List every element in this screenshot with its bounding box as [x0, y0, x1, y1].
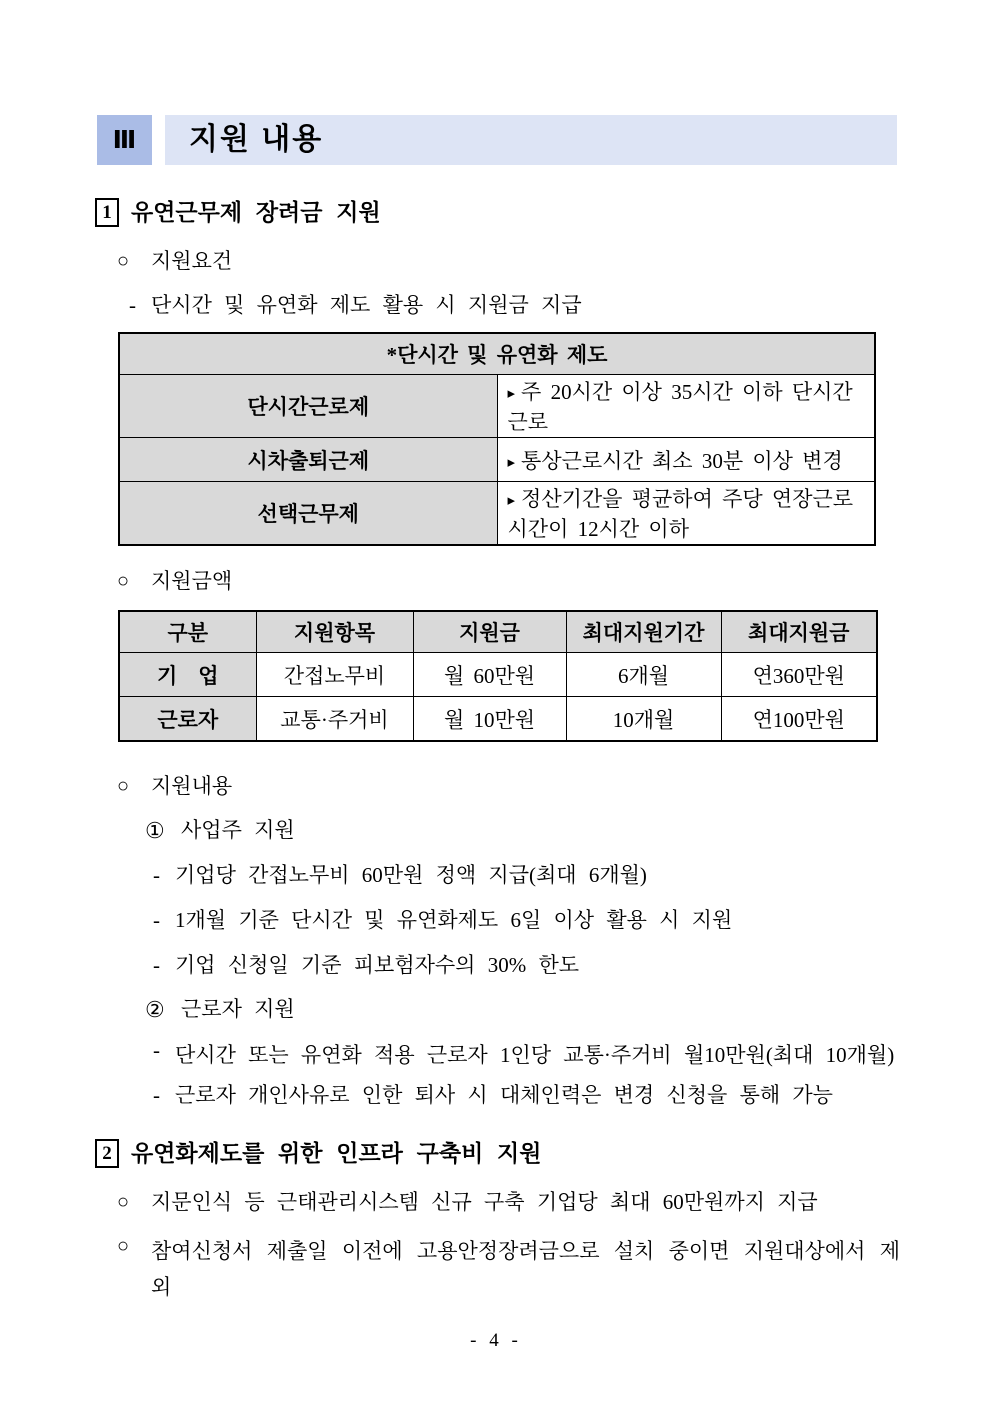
employer-item — [153, 907, 900, 934]
content-heading: 지원내용 — [151, 774, 233, 798]
dash-requirements-item — [129, 292, 992, 319]
dash-bullet-icon: - — [153, 1038, 160, 1062]
section2-bullet-text: 참여신청서 제출일 이전에 고용안정장려금으로 설치 중이면 지원대상에서 제외 — [151, 1239, 900, 1299]
page-title: 지원 내용 — [165, 115, 897, 165]
circle-bullet-icon: ○ — [117, 775, 130, 797]
banner-gap — [152, 115, 165, 165]
section2-title: 유연화제도를 위한 인프라 구축비 지원 — [131, 1140, 542, 1166]
employer-item — [153, 862, 900, 889]
section1-marker: 1 — [95, 198, 119, 227]
section2-bullet — [117, 1189, 900, 1216]
employer-item — [153, 952, 900, 979]
dash-bullet-icon: - — [153, 1083, 160, 1107]
table2-header-cell: 최대지원금 — [721, 611, 877, 653]
circle-bullet-icon: ○ — [117, 1235, 130, 1257]
table2-cell: 간접노무비 — [256, 653, 413, 697]
table2-row-label: 근로자 — [119, 697, 256, 742]
page-number: - 4 - — [470, 1330, 522, 1351]
bullet-content — [117, 773, 992, 800]
table2-cell: 6개월 — [566, 653, 721, 697]
circle-bullet-icon: ○ — [117, 570, 130, 592]
triangle-bullet-icon: ▸ — [507, 386, 516, 402]
table2-cell: 10개월 — [566, 697, 721, 742]
worker-item — [153, 1037, 900, 1073]
table2-header-cell: 구분 — [119, 611, 256, 653]
triangle-bullet-icon: ▸ — [507, 493, 516, 509]
section-banner — [97, 115, 897, 165]
table1-row-desc — [497, 438, 875, 482]
worker-item-text: 단시간 또는 유연화 적용 근로자 1인당 교통·주거비 월10만원(최대 10개월) — [175, 1043, 895, 1067]
table2-cell: 연360만원 — [721, 653, 877, 697]
worker-item-text: 근로자 개인사유로 인한 퇴사 시 대체인력은 변경 신청을 통해 가능 — [175, 1083, 833, 1107]
circle-bullet-icon: ○ — [117, 250, 130, 272]
employer-support-heading — [145, 817, 992, 844]
table2-header-cell: 지원금 — [413, 611, 566, 653]
table2-header-cell: 최대지원기간 — [566, 611, 721, 653]
bullet-amount — [117, 568, 992, 595]
requirements-heading: 지원요건 — [151, 249, 233, 273]
employer-item-text: 1개월 기준 단시간 및 유연화제도 6일 이상 활용 시 지원 — [175, 908, 733, 932]
section2-heading — [95, 1139, 992, 1168]
section1-heading — [95, 198, 992, 227]
table-flexible-systems — [118, 332, 876, 546]
dash-bullet-icon: - — [153, 953, 160, 977]
section1-title: 유연근무제 장려금 지원 — [131, 199, 381, 225]
section-numeral: Ⅲ — [112, 126, 137, 154]
circled-two-icon: ② — [145, 997, 165, 1022]
table-row — [119, 375, 875, 438]
circled-one-icon: ① — [145, 818, 165, 843]
table1-row-label: 시차출퇴근제 — [119, 438, 497, 482]
table2-cell: 연100만원 — [721, 697, 877, 742]
dash-bullet-icon: - — [153, 863, 160, 887]
table2-row-label: 기 업 — [119, 653, 256, 697]
table-header-row — [119, 611, 877, 653]
table-row — [119, 333, 875, 375]
table1-row-desc — [497, 482, 875, 546]
triangle-bullet-icon: ▸ — [507, 454, 516, 471]
table1-desc-text: 정산기간을 평균하여 주당 연장근로시간이 12시간 이하 — [507, 487, 854, 541]
circle-bullet-icon: ○ — [117, 1191, 130, 1213]
table-row — [119, 653, 877, 697]
worker-item — [153, 1082, 900, 1109]
dash-bullet-icon: - — [129, 293, 136, 317]
dash-bullet-icon: - — [153, 908, 160, 932]
bullet-requirements — [117, 248, 992, 275]
table1-row-label: 단시간근로제 — [119, 375, 497, 438]
worker-support-title: 근로자 지원 — [181, 997, 295, 1021]
table1-title-cell: *단시간 및 유연화 제도 — [119, 333, 875, 375]
section2-bullet — [117, 1233, 900, 1305]
table-support-amounts — [118, 610, 878, 742]
table2-header-cell: 지원항목 — [256, 611, 413, 653]
section-numeral-box — [97, 115, 152, 165]
table-row — [119, 438, 875, 482]
table1-desc-text: 주 20시간 이상 35시간 이하 단시간 근로 — [507, 380, 853, 434]
table2-cell: 교통·주거비 — [256, 697, 413, 742]
table2-cell: 월 10만원 — [413, 697, 566, 742]
table1-row-label: 선택근무제 — [119, 482, 497, 546]
employer-item-text: 기업 신청일 기준 피보험자수의 30% 한도 — [175, 953, 580, 977]
worker-support-heading — [145, 996, 992, 1023]
employer-item-text: 기업당 간접노무비 60만원 정액 지급(최대 6개월) — [175, 863, 647, 887]
section2-bullet-text: 지문인식 등 근태관리시스템 신규 구축 기업당 최대 60만원까지 지급 — [151, 1190, 818, 1214]
table2-cell: 월 60만원 — [413, 653, 566, 697]
amount-heading: 지원금액 — [151, 569, 233, 593]
requirements-item-text: 단시간 및 유연화 제도 활용 시 지원금 지급 — [151, 293, 582, 317]
table1-row-desc — [497, 375, 875, 438]
table1-desc-text: 통상근로시간 최소 30분 이상 변경 — [521, 448, 843, 473]
employer-support-title: 사업주 지원 — [181, 818, 295, 842]
section2-marker: 2 — [95, 1139, 119, 1168]
table-row — [119, 697, 877, 742]
table-row — [119, 482, 875, 546]
